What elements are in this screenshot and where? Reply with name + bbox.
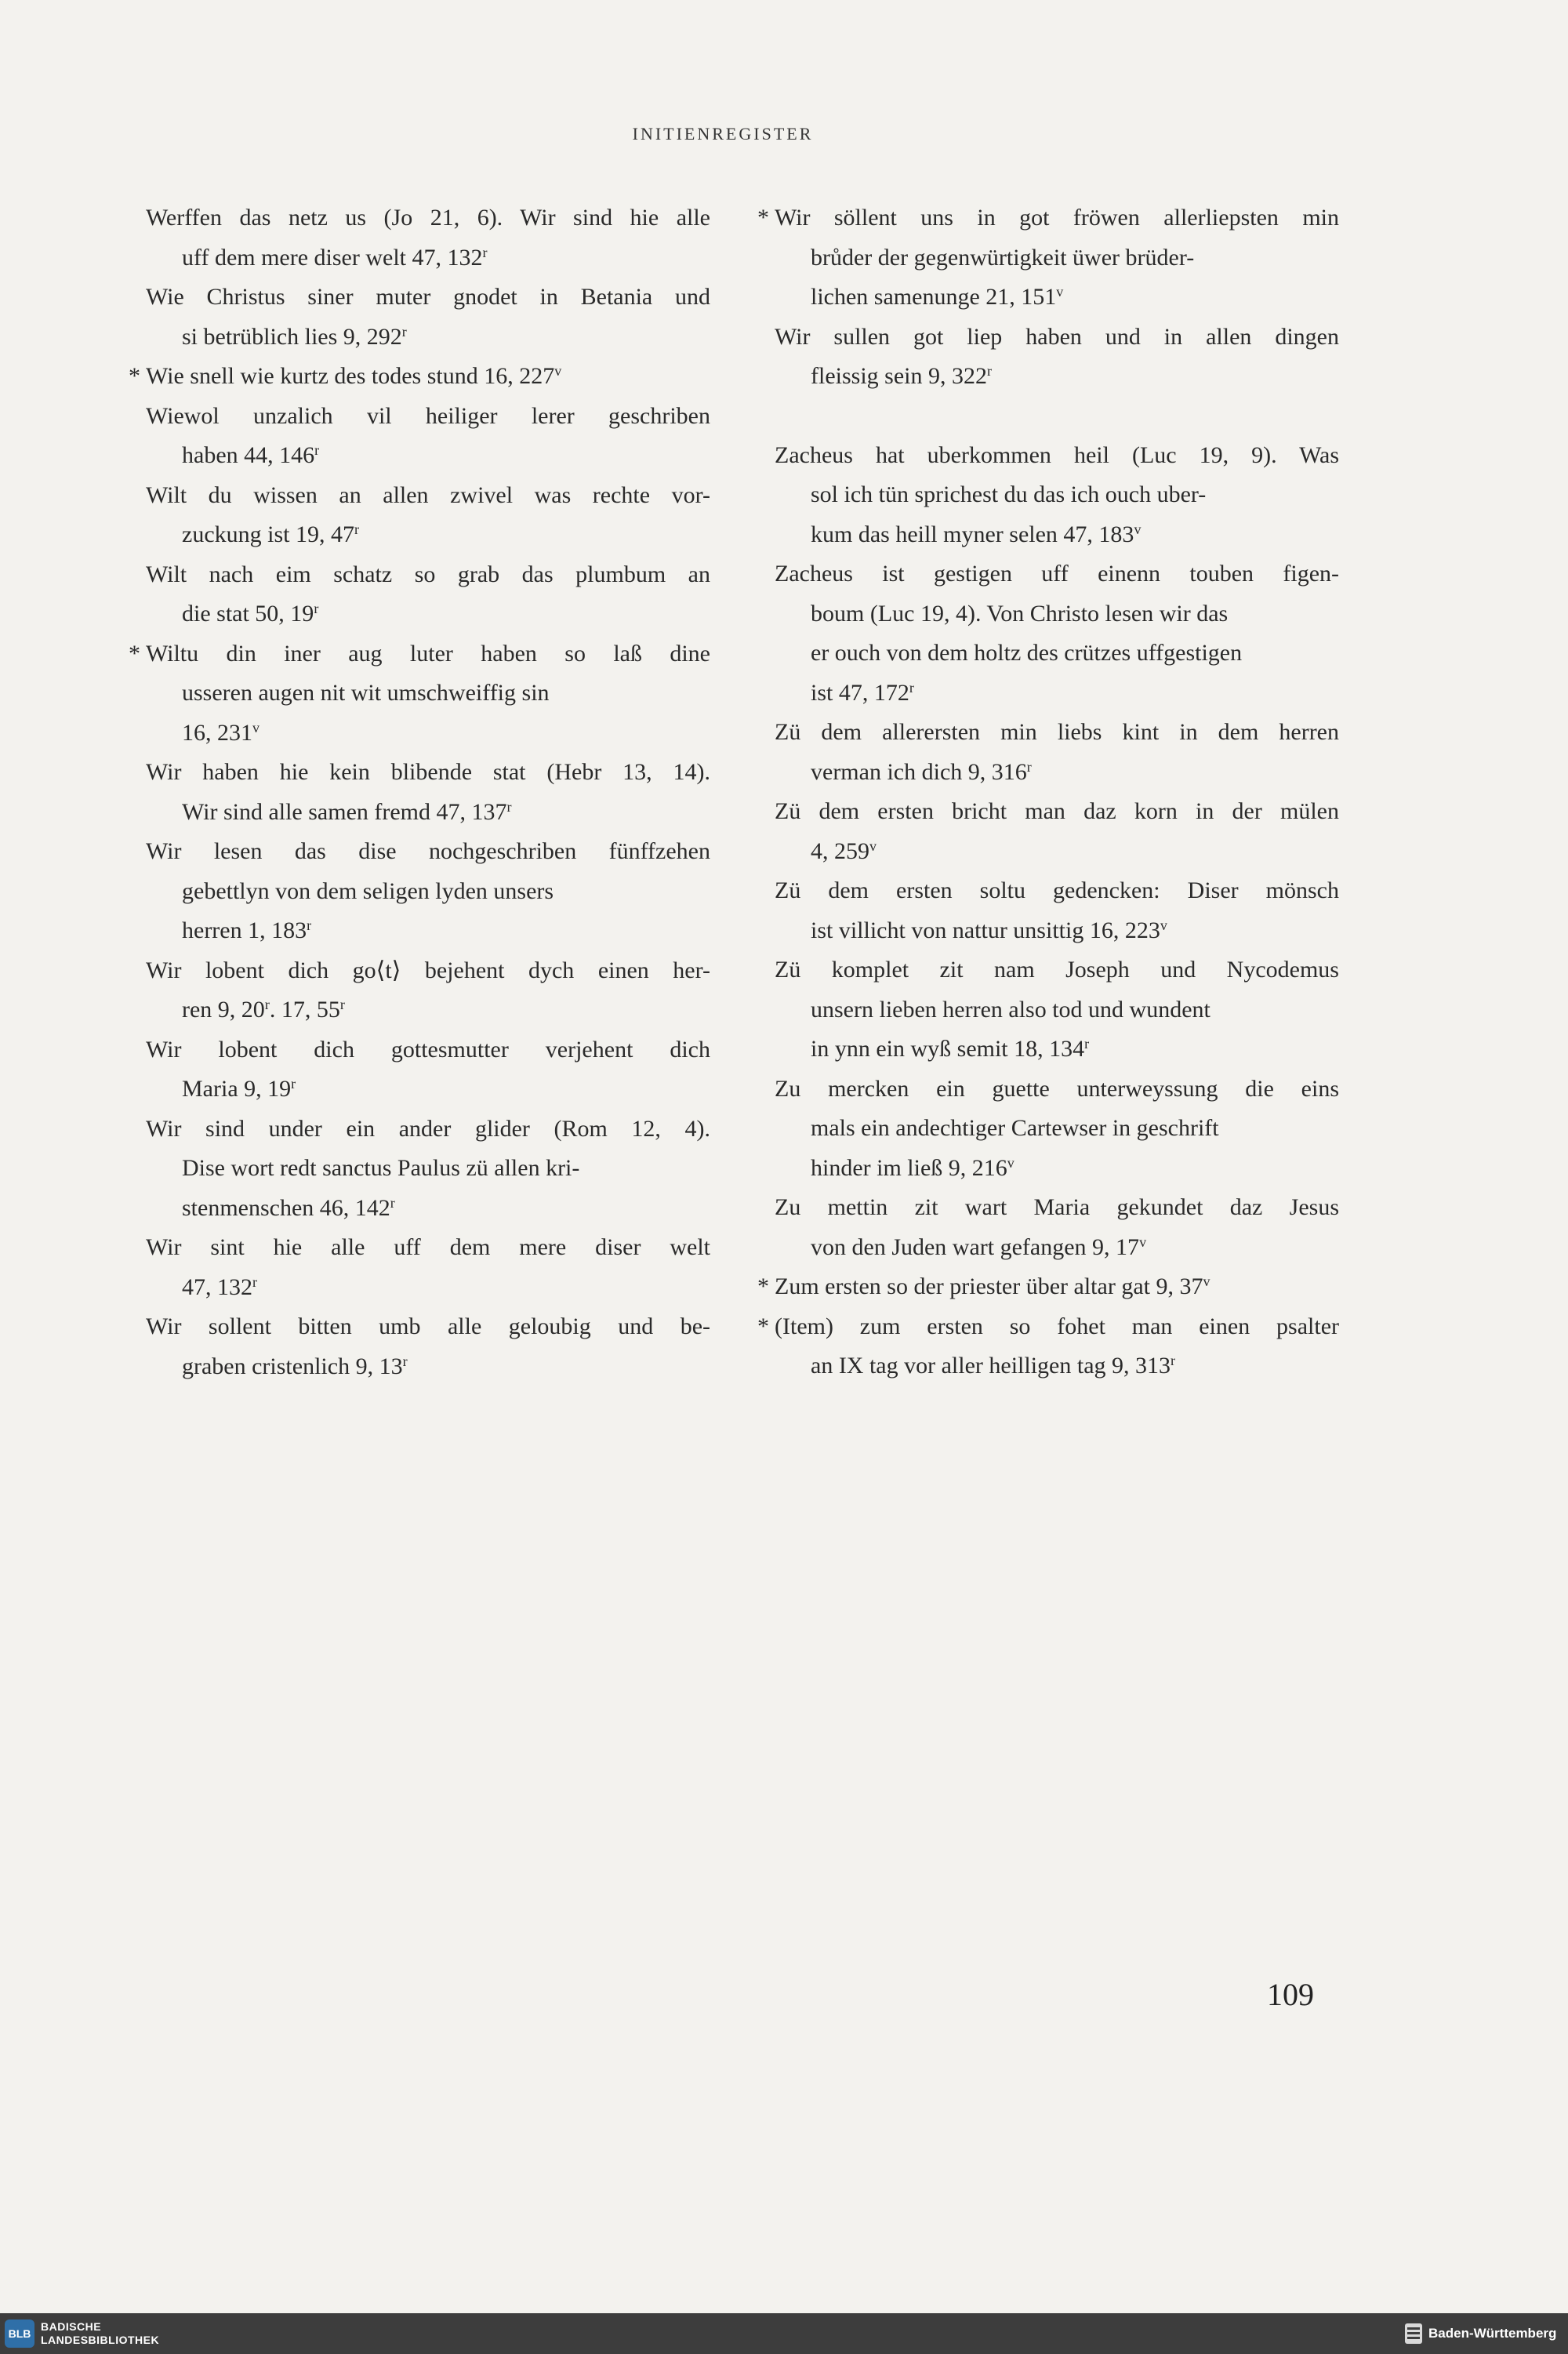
entry-line: Wie snell wie kurtz des todes stund 16, 227$^v$ bbox=[146, 363, 562, 389]
entry-line: boum (Luc 19, 4). Von Christo lesen wir das bbox=[811, 600, 1229, 627]
entry-line: Dise wort redt sanctus Paulus zü allen kri- bbox=[182, 1155, 580, 1181]
register-entry bbox=[146, 1228, 710, 1307]
register-entry bbox=[146, 951, 710, 1030]
entry-line: Wir sint hie alle uff dem mere diser welt bbox=[146, 1234, 710, 1260]
register-entry bbox=[129, 357, 710, 397]
entry-line: Zu mettin zit wart Maria gekundet daz Jesus bbox=[775, 1194, 1339, 1220]
entry-line: mals ein andechtiger Cartewser in geschrift bbox=[811, 1115, 1219, 1141]
entry-line: 16, 231$^v$ bbox=[182, 719, 260, 746]
entry-line: 47, 132$^r$ bbox=[182, 1273, 257, 1300]
asterisk-marker: * bbox=[129, 640, 140, 667]
register-entry bbox=[775, 318, 1339, 397]
entry-line: brůder der gegenwürtigkeit üwer brüder- bbox=[811, 244, 1195, 271]
entry-line: an IX tag vor aller heilligen tag 9, 313$^r$ bbox=[811, 1353, 1176, 1379]
entry-line: (Item) zum ersten so fohet man einen psalter bbox=[775, 1313, 1339, 1339]
register-entry bbox=[775, 436, 1339, 555]
register-entry bbox=[757, 1307, 1339, 1386]
entry-line: Wir lobent dich gottesmutter verjehent dich bbox=[146, 1036, 710, 1063]
register-entry bbox=[757, 1267, 1339, 1307]
register-entry bbox=[757, 198, 1339, 318]
register-entry bbox=[146, 1030, 710, 1110]
entry-line: die stat 50, 19$^r$ bbox=[182, 601, 319, 627]
entry-line: lichen samenunge 21, 151$^v$ bbox=[811, 284, 1064, 310]
asterisk-marker: * bbox=[757, 205, 769, 231]
entry-line: si betrüblich lies 9, 292$^r$ bbox=[182, 323, 407, 350]
entry-line: usseren augen nit wit umschweiffig sin bbox=[182, 680, 550, 706]
register-entry bbox=[775, 950, 1339, 1070]
entry-line: zuckung ist 19, 47$^r$ bbox=[182, 521, 359, 547]
asterisk-marker: * bbox=[757, 1273, 769, 1299]
library-name-line2: LANDESBIBLIOTHEK bbox=[41, 2334, 160, 2346]
register-entry bbox=[775, 554, 1339, 713]
entry-line: er ouch von dem holtz des crützes uffgestigen bbox=[811, 640, 1243, 666]
library-name-line1: BADISCHE bbox=[41, 2320, 102, 2333]
entry-line: Zu mercken ein guette unterweyssung die eins bbox=[775, 1075, 1339, 1102]
register-entry bbox=[146, 1110, 710, 1229]
right-column bbox=[757, 198, 1339, 1386]
entry-line: Zacheus hat uberkommen heil (Luc 19, 9). Was bbox=[775, 441, 1339, 468]
section-gap bbox=[775, 397, 1339, 436]
footer-bar bbox=[0, 2313, 1568, 2354]
entry-line: ist 47, 172$^r$ bbox=[811, 679, 914, 706]
entry-line: Zü dem allerersten min liebs kint in dem herren bbox=[775, 719, 1339, 745]
entry-line: Maria 9, 19$^r$ bbox=[182, 1076, 296, 1102]
state-label[interactable]: Baden-Württemberg bbox=[1428, 2326, 1557, 2341]
entry-line: von den Juden wart gefangen 9, 17$^v$ bbox=[811, 1233, 1147, 1260]
entry-line: Wir lobent dich go⟨t⟩ bejehent dych einen her- bbox=[146, 957, 710, 983]
entry-line: Wilt nach eim schatz so grab das plumbum an bbox=[146, 561, 710, 587]
running-header: INITIENREGISTER bbox=[632, 124, 814, 143]
entry-line: unsern lieben herren also tod und wundent bbox=[811, 996, 1210, 1023]
register-entry bbox=[129, 634, 710, 754]
register-entry bbox=[146, 1307, 710, 1386]
entry-line: Wiltu din iner aug luter haben so laß dine bbox=[146, 640, 710, 667]
entry-line: Zü dem ersten soltu gedencken: Diser mönsch bbox=[775, 877, 1339, 903]
entry-line: Wie Christus siner muter gnodet in Betania und bbox=[146, 284, 710, 310]
entry-line: hinder im ließ 9, 216$^v$ bbox=[811, 1154, 1014, 1181]
entry-line: sol ich tün sprichest du das ich ouch uber- bbox=[811, 481, 1207, 507]
page-number: 109 bbox=[1267, 1977, 1314, 2012]
register-entry bbox=[146, 198, 710, 278]
register-entry bbox=[146, 397, 710, 476]
entry-line: uff dem mere diser welt 47, 132$^r$ bbox=[182, 244, 488, 271]
register-entry bbox=[146, 278, 710, 357]
entry-line: Wir sind alle samen fremd 47, 137$^r$ bbox=[182, 798, 512, 825]
entry-line: in ynn ein wyß semit 18, 134$^r$ bbox=[811, 1036, 1090, 1062]
entry-line: haben 44, 146$^r$ bbox=[182, 442, 320, 468]
entry-line: verman ich dich 9, 316$^r$ bbox=[811, 758, 1032, 785]
register-entry bbox=[775, 792, 1339, 871]
register-entry bbox=[775, 713, 1339, 792]
register-entry bbox=[146, 832, 710, 951]
coat-of-arms-icon bbox=[1403, 2322, 1424, 2345]
entry-line: Zum ersten so der priester über altar gat 9, 37$^v$ bbox=[775, 1273, 1210, 1299]
entry-line: gebettlyn von dem seligen lyden unsers bbox=[182, 877, 554, 904]
entry-line: herren 1, 183$^r$ bbox=[182, 917, 312, 943]
asterisk-marker: * bbox=[129, 363, 140, 389]
register-entry bbox=[775, 871, 1339, 950]
entry-line: stenmenschen 46, 142$^r$ bbox=[182, 1194, 395, 1221]
entry-line: Wir sullen got liep haben und in allen dingen bbox=[775, 323, 1339, 350]
entry-line: Wilt du wissen an allen zwivel was rechte vor- bbox=[146, 481, 710, 508]
entry-line: ist villicht von nattur unsittig 16, 223$^v$ bbox=[811, 917, 1167, 943]
entry-line: Wiewol unzalich vil heiliger lerer geschriben bbox=[146, 402, 710, 429]
left-column bbox=[129, 198, 710, 1386]
entry-line: Zü dem ersten bricht man daz korn in der mülen bbox=[775, 798, 1339, 824]
entry-line: Wir haben hie kein blibende stat (Hebr 13, 14). bbox=[146, 759, 710, 785]
entry-line: Wir sind under ein ander glider (Rom 12, 4). bbox=[146, 1115, 710, 1142]
entry-line: Wir lesen das dise nochgeschriben fünffzehen bbox=[146, 838, 710, 864]
register-entry bbox=[146, 753, 710, 832]
entry-line: Zacheus ist gestigen uff einenn touben figen- bbox=[775, 561, 1339, 587]
entry-line: graben cristenlich 9, 13$^r$ bbox=[182, 1353, 408, 1379]
entry-line: ren 9, 20$^r$. 17, 55$^r$ bbox=[182, 997, 345, 1023]
register-entry bbox=[775, 1070, 1339, 1189]
entry-line: Werffen das netz us (Jo 21, 6). Wir sind hie alle bbox=[146, 205, 710, 231]
entry-line: fleissig sein 9, 322$^r$ bbox=[811, 363, 992, 389]
entry-line: Wir sollent bitten umb alle geloubig und be- bbox=[146, 1313, 710, 1339]
library-name[interactable] bbox=[41, 2320, 159, 2347]
register-entry bbox=[146, 476, 710, 555]
entry-line: 4, 259$^v$ bbox=[811, 837, 877, 864]
entry-line: Wir söllent uns in got fröwen allerliepsten min bbox=[775, 205, 1339, 231]
entry-line: kum das heill myner selen 47, 183$^v$ bbox=[811, 521, 1142, 547]
register-entry bbox=[775, 1188, 1339, 1267]
register-entry bbox=[146, 555, 710, 634]
entry-line: Zü komplet zit nam Joseph und Nycodemus bbox=[775, 957, 1339, 983]
asterisk-marker: * bbox=[757, 1313, 769, 1339]
blb-logo-icon[interactable]: BLB bbox=[5, 2319, 34, 2348]
